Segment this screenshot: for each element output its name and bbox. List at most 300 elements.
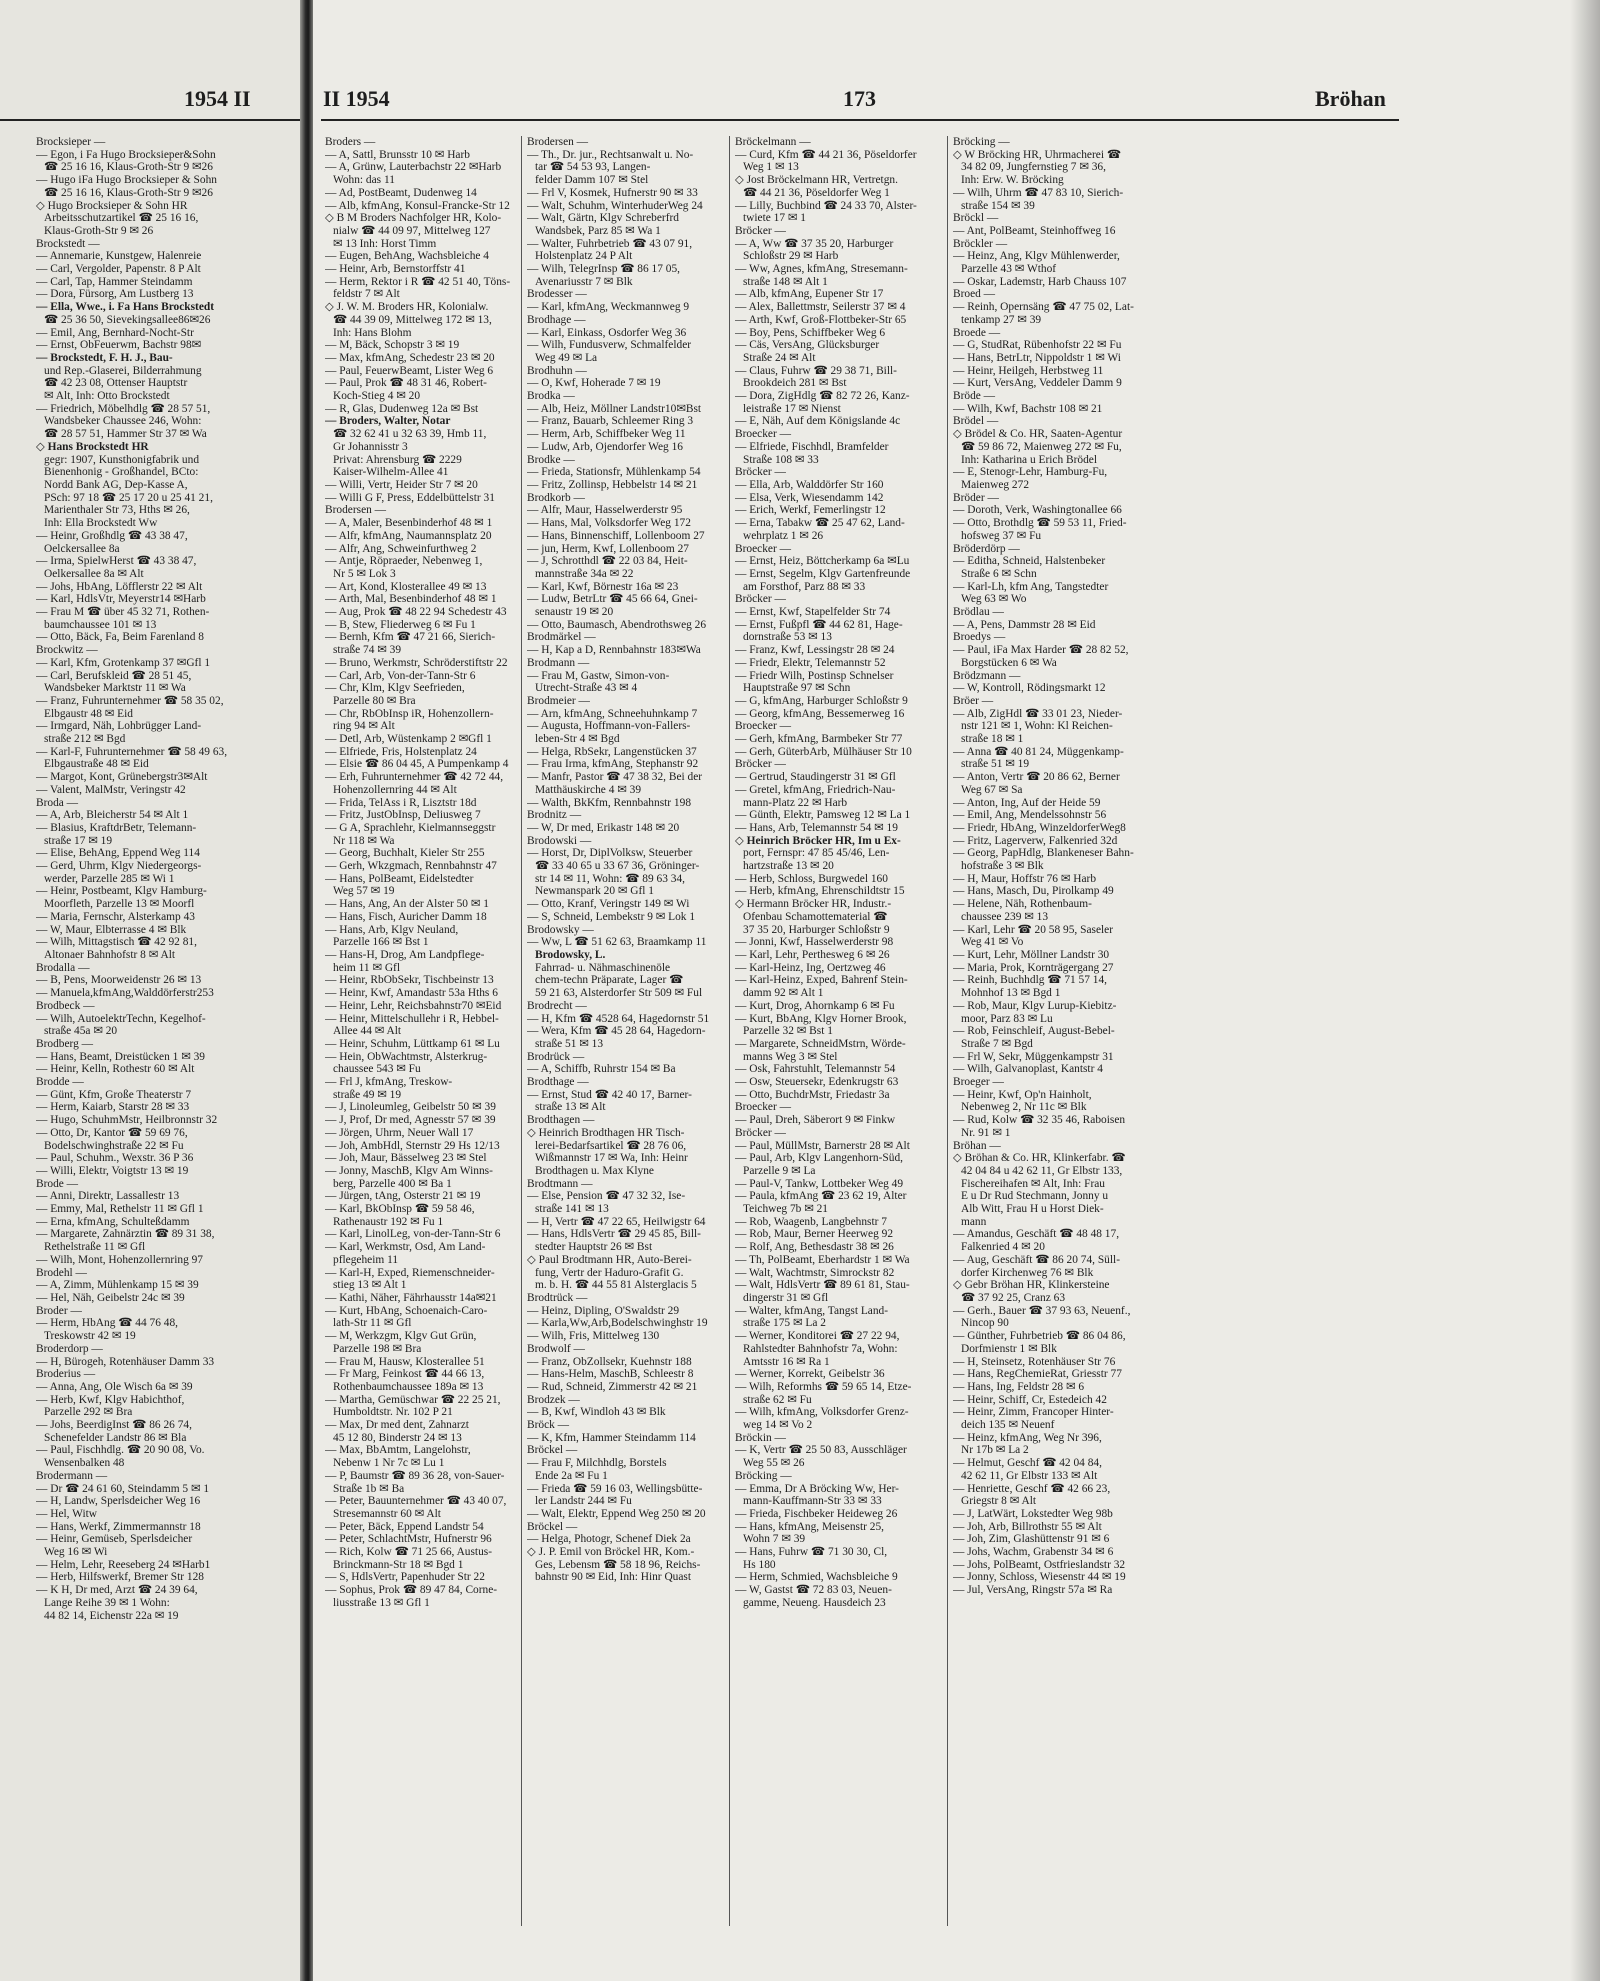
directory-entry: — Anna, Ang, Ole Wisch 6a ✉ 39	[36, 1380, 193, 1393]
directory-entry: Nincop 90	[961, 1317, 1009, 1330]
directory-entry: — Walth, BkKfm, Rennbahnstr 198	[527, 796, 692, 809]
directory-entry: — Emma, Dr A Bröcking Ww, Her-	[735, 1482, 899, 1495]
directory-entry: — Erna, Tabakw ☎ 25 47 62, Land-	[735, 517, 905, 530]
directory-entry: — Augusta, Hoffmann-von-Fallers-	[527, 720, 691, 733]
directory-entry: — Elise, BehAng, Eppend Weg 114	[36, 847, 200, 860]
directory-entry: Stresemannstr 60 ✉ Alt	[333, 1507, 441, 1520]
directory-entry: ◇ J. P. Emil von Bröckel HR, Kom.-	[527, 1546, 695, 1559]
directory-entry: — Wilh, kfmAng, Volksdorfer Grenz-	[735, 1406, 909, 1419]
directory-entry: Griegstr 8 ✉ Alt	[961, 1495, 1037, 1508]
directory-entry: — Heinz, kfmAng, Weg Nr 396,	[953, 1431, 1102, 1444]
directory-entry: — A, Pens, Dammstr 28 ✉ Eid	[953, 618, 1096, 631]
directory-entry: Gr Johannisstr 3	[333, 440, 408, 453]
directory-entry: — Henriette, Geschf ☎ 42 66 23,	[953, 1482, 1111, 1495]
directory-entry: — Else, Pension ☎ 47 32 32, Ise-	[527, 1190, 686, 1203]
directory-entry: — Detl, Arb, Wüstenkamp 2 ✉Gfl 1	[325, 733, 492, 746]
directory-entry: Wißmannstr 17 ✉ Wa, Inh: Heinr	[535, 1152, 688, 1165]
directory-entry: — Kathi, Näher, Fährhausstr 14a✉21	[325, 1291, 497, 1304]
directory-entry: — Erh, Fuhrunternehmer ☎ 42 72 44,	[325, 771, 504, 784]
directory-entry: — Boy, Pens, Schiffbeker Weg 6	[735, 326, 886, 339]
directory-entry: — Th, PolBeamt, Eberhardstr 1 ✉ Wa	[735, 1253, 910, 1266]
surname-heading: Bröck —	[527, 1419, 570, 1432]
surname-heading: Brodesser —	[527, 288, 587, 301]
surname-heading: Bröcker —	[735, 758, 786, 771]
directory-entry: — Heinr, Lehr, Reichsbahnstr70 ✉Eid	[325, 999, 502, 1012]
directory-entry: — H, Kap a D, Rennbahnstr 183✉Wa	[527, 644, 701, 657]
directory-entry: — Karl, kfmAng, Weckmannweg 9	[527, 301, 690, 314]
directory-entry: — Otto, Kranf, Veringstr 149 ✉ Wi	[527, 898, 690, 911]
directory-entry: — M, Bäck, Schopstr 3 ✉ 19	[325, 339, 460, 352]
right-header-rule	[321, 119, 1399, 121]
surname-heading: Broecker —	[735, 720, 791, 733]
directory-entry: — Ant, PolBeamt, Steinhoffweg 16	[953, 224, 1116, 237]
directory-entry: ☎ 25 16 16, Klaus-Groth-Str 9 ✉26	[44, 186, 213, 199]
directory-entry: — Hans, Arb, Telemannstr 54 ✉ 19	[735, 821, 898, 834]
directory-entry: Inh: Erw. W. Bröcking	[961, 174, 1064, 187]
directory-entry: — Herm, Rektor i R ☎ 42 51 40, Töns-	[325, 275, 511, 288]
directory-entry: Privat: Ahrensburg ☎ 2229	[333, 453, 462, 466]
directory-entry: — Heinr, Postbeamt, Klgv Hamburg-	[36, 885, 207, 898]
directory-entry: — Dora, Fürsorg, Am Lustberg 13	[36, 288, 194, 301]
directory-entry: — Willi G F, Press, Eddelbüttelstr 31	[325, 491, 495, 504]
directory-entry: werder, Parzelle 285 ✉ Wi 1	[44, 872, 175, 885]
directory-entry: Elbgaustraße 48 ✉ Eid	[44, 758, 149, 771]
directory-entry: — Annemarie, Kunstgew, Halenreie	[36, 250, 202, 263]
surname-heading: Broeger —	[953, 1076, 1004, 1089]
directory-entry: — Karl-Heinz, Ing, Oertzweg 46	[735, 961, 886, 974]
directory-entry: — Martha, Gemüschwar ☎ 22 25 21,	[325, 1393, 501, 1406]
directory-entry: straße 175 ✉ La 2	[743, 1317, 826, 1330]
directory-entry: — Otto, Baumasch, Abendrothsweg 26	[527, 618, 707, 631]
directory-entry: — Anna ☎ 40 81 24, Müggenkamp-	[953, 745, 1124, 758]
directory-entry: — Günt, Kfm, Große Theaterstr 7	[36, 1088, 192, 1101]
directory-entry: — Arth, Mal, Besenbinderhof 48 ✉ 1	[325, 593, 497, 606]
directory-entry: nstr 121 ✉ 1, Wohn: Kl Reichen-	[961, 720, 1113, 733]
directory-entry: straße 17 ✉ 19	[44, 834, 113, 847]
directory-entry: — Heinr, Schuhm, Lüttkamp 61 ✉ Lu	[325, 1037, 500, 1050]
column-divider	[521, 136, 522, 1926]
directory-entry: Schenefelder Landstr 86 ✉ Bla	[44, 1431, 187, 1444]
directory-entry: Kaiser-Wilhelm-Allee 41	[333, 466, 449, 479]
directory-entry: ◇ Jost Bröckelmann HR, Vertretgn.	[735, 174, 898, 187]
directory-entry: — E, Näh, Auf dem Königslande 4c	[735, 415, 901, 428]
surname-heading: Bröckl —	[953, 212, 999, 225]
directory-entry: ☎ 37 92 25, Cranz 63	[961, 1291, 1066, 1304]
directory-entry: Allee 44 ✉ Alt	[333, 1025, 402, 1038]
directory-entry: Matthäuskirche 4 ✉ 39	[535, 783, 642, 796]
directory-entry: — Hans, Masch, Du, Pirolkamp 49	[953, 885, 1114, 898]
directory-entry: Mohnhof 13 ✉ Bgd 1	[961, 987, 1061, 1000]
column-divider	[947, 136, 948, 1926]
directory-entry: — H, Steinsetz, Rotenhäuser Str 76	[953, 1355, 1116, 1368]
directory-entry: — Friedr, Elektr, Telemannstr 52	[735, 656, 886, 669]
directory-entry: — Kurt, Lehr, Möllner Landstr 30	[953, 949, 1110, 961]
directory-entry: — Aug, Geschäft ☎ 86 20 74, Süll-	[953, 1253, 1120, 1266]
directory-entry: — Bruno, Werkmstr, Schröderstiftstr 22	[325, 656, 508, 669]
directory-entry: — Günth, Elektr, Pamsweg 12 ✉ La 1	[735, 809, 911, 822]
surname-heading: Brodbeck —	[36, 999, 95, 1012]
directory-entry: hofstraße 3 ✉ Blk	[961, 860, 1044, 873]
directory-entry: Bienenhonig - Großhandel, BCto:	[44, 466, 199, 479]
directory-entry: Parzelle 9 ✉ La	[743, 1164, 816, 1177]
directory-entry: — Joh, AmbHdl, Sternstr 29 Hs 12/13	[325, 1139, 500, 1152]
directory-entry: — Ad, PostBeamt, Dudenweg 14	[325, 186, 477, 199]
directory-entry: — E, Stenogr-Lehr, Hamburg-Fu,	[953, 466, 1108, 479]
surname-heading: Brodthagen —	[527, 1114, 595, 1127]
directory-entry: — Wilh, Galvanoplast, Kantstr 4	[953, 1063, 1103, 1076]
directory-entry: — Herm, Kaiarb, Starstr 28 ✉ 33	[36, 1101, 190, 1114]
directory-entry: — Paul, Prok ☎ 48 31 46, Robert-	[325, 377, 487, 390]
directory-entry: — Paul, Arb, Klgv Langenhorn-Süd,	[735, 1152, 903, 1165]
directory-entry: Hs 180	[743, 1558, 776, 1571]
directory-entry: — Chr, Klm, Klgv Seefrieden,	[325, 682, 465, 695]
directory-entry: Alb Witt, Frau H u Horst Diek-	[961, 1203, 1104, 1216]
directory-entry: — G A, Sprachlehr, Kielmannseggstr	[325, 821, 496, 834]
surname-heading: Bröcker —	[735, 224, 786, 237]
directory-entry: hofsweg 37 ✉ Fu	[961, 529, 1042, 542]
directory-entry: — K, Kfm, Hammer Steindamm 114	[527, 1431, 696, 1444]
directory-entry: chaussee 543 ✉ Fu	[333, 1063, 421, 1076]
directory-entry: — Gerh, GüterbArb, Mülhäuser Str 10	[735, 745, 912, 758]
directory-column-3	[735, 136, 941, 1610]
directory-entry: 44 82 14, Eichenstr 22a ✉ 19	[44, 1609, 179, 1622]
directory-entry: — A, Ww ☎ 37 35 20, Harburger	[735, 237, 894, 250]
directory-entry: twiete 17 ✉ 1	[743, 212, 807, 225]
directory-entry: — Joh, Maur, Bässelweg 23 ✉ Stel	[325, 1152, 487, 1165]
surname-heading: Brodwolf —	[527, 1342, 585, 1355]
directory-entry: — Jul, VersAng, Ringstr 57a ✉ Ra	[953, 1584, 1113, 1597]
directory-entry: — Carl, Tap, Hammer Steindamm	[36, 275, 193, 288]
directory-entry: Humboldtstr. Nr. 102 P 21	[333, 1406, 453, 1419]
directory-entry: port, Fernspr: 47 85 45/46, Len-	[743, 847, 890, 860]
directory-entry: — Otto, Bäck, Fa, Beim Farenland 8	[36, 631, 204, 644]
directory-entry: — Frau Irma, kfmAng, Stephanstr 92	[527, 758, 699, 771]
directory-entry: — K H, Dr med, Arzt ☎ 24 39 64,	[36, 1584, 198, 1597]
surname-heading: Brodtmann —	[527, 1177, 593, 1190]
directory-entry: — Ernst, Kwf, Stapelfelder Str 74	[735, 606, 891, 619]
directory-entry: dingerstr 31 ✉ Gfl	[743, 1291, 829, 1304]
surname-heading: Bröckelmann —	[735, 136, 811, 148]
surname-heading: Broders —	[325, 136, 376, 148]
directory-entry: — Rich, Kolw ☎ 71 25 66, Austus-	[325, 1546, 493, 1559]
directory-entry: — Alb, ZigHdl ☎ 33 01 23, Nieder-	[953, 707, 1123, 720]
directory-entry: — Georg, kfmAng, Bessemerweg 16	[735, 707, 905, 720]
directory-entry: Klaus-Groth-Str 9 ✉ 26	[44, 224, 154, 237]
directory-entry: — Emil, Ang, Bernhard-Nocht-Str	[36, 326, 194, 339]
running-head: Bröhan	[1315, 86, 1386, 111]
directory-entry: — Arn, kfmAng, Schneehuhnkamp 7	[527, 707, 698, 720]
surname-heading: Broedys —	[953, 631, 1006, 644]
directory-entry: Rethelstraße 11 ✉ Gfl	[44, 1241, 146, 1254]
surname-heading: Brodmann —	[527, 656, 590, 669]
directory-entry: ◇ Hugo Brocksieper & Sohn HR	[36, 199, 188, 212]
directory-entry: Parzelle 32 ✉ Bst 1	[743, 1025, 833, 1038]
directory-entry: Lange Reihe 39 ✉ 1 Wohn:	[44, 1596, 170, 1609]
directory-entry: ☎ 44 21 36, Pöseldorfer Weg 1	[743, 186, 890, 199]
surname-heading: Brode —	[36, 1177, 79, 1190]
directory-entry: Rahlstedter Bahnhofstr 7a, Wohn:	[743, 1342, 898, 1355]
directory-entry: — Ella, Arb, Walddörfer Str 160	[735, 478, 884, 491]
directory-entry: — A, Sattl, Brunsstr 10 ✉ Harb	[325, 148, 470, 161]
surname-heading: Broecker —	[735, 428, 791, 441]
directory-entry: — A, Grünw, Lauterbachstr 22 ✉Harb	[325, 161, 502, 174]
directory-column-4	[953, 136, 1167, 1597]
directory-entry: Parzelle 166 ✉ Bst 1	[333, 936, 429, 949]
directory-entry: ◇ Hans Brockstedt HR	[36, 440, 149, 453]
surname-heading: Brodhuhn —	[527, 364, 587, 377]
directory-entry: leben-Str 4 ✉ Bgd	[535, 733, 620, 746]
directory-entry: Parzelle 292 ✉ Bra	[44, 1406, 133, 1419]
surname-heading: Broderdorp —	[36, 1342, 103, 1355]
directory-entry: — O, Kwf, Hoheradе 7 ✉ 19	[527, 377, 661, 390]
directory-entry: — Ww, Agnes, kfmAng, Stresemann-	[735, 263, 908, 276]
directory-entry: — Margarete, SchneidMstrn, Wörde-	[735, 1037, 906, 1050]
directory-entry: Nebenweg 2, Nr 11c ✉ Blk	[961, 1101, 1087, 1114]
directory-entry: stieg 13 ✉ Alt 1	[333, 1279, 407, 1292]
directory-entry: straße 49 ✉ 19	[333, 1088, 402, 1101]
directory-entry: — jun, Herm, Kwf, Lollenboom 27	[527, 542, 689, 555]
directory-entry: ◇ Heinrich Brodthagen HR Tisch-	[527, 1126, 685, 1139]
directory-entry: Rothenbaumchaussee 189a ✉ 13	[333, 1380, 484, 1393]
directory-entry: — Alfr, Maur, Hasselwerderstr 95	[527, 504, 683, 517]
directory-entry: dorfer Kirchenweg 76 ✉ Blk	[961, 1266, 1094, 1279]
directory-entry: Oelckersallee 8a	[44, 542, 120, 555]
directory-entry: straße 45a ✉ 20	[44, 1025, 118, 1038]
directory-entry: straße 18 ✉ 1	[961, 733, 1024, 746]
directory-entry: Parzelle 80 ✉ Bra	[333, 694, 416, 707]
directory-entry: — Gerh, kfmAng, Barmbeker Str 77	[735, 733, 903, 746]
directory-entry: Ende 2a ✉ Fu 1	[535, 1469, 608, 1482]
directory-entry: — Heinr, Mittelschullehr i R, Hebbel-	[325, 1012, 499, 1025]
directory-entry: Parzelle 198 ✉ Bra	[333, 1342, 422, 1355]
directory-entry: Straße 108 ✉ 33	[743, 453, 819, 466]
directory-entry: Dorfmienstr 1 ✉ Blk	[961, 1342, 1057, 1355]
directory-entry: — J, Prof, Dr med, Agnesstr 57 ✉ 39	[325, 1114, 496, 1127]
directory-entry: — Peter, Bäck, Eppend Landstr 54	[325, 1520, 484, 1533]
directory-entry: — Alb, kfmAng, Konsul-Francke-Str 12	[325, 199, 510, 212]
directory-entry: Utrecht-Straße 43 ✉ 4	[535, 682, 638, 695]
surname-heading: Bröcker —	[735, 466, 786, 479]
directory-entry: — Paul, Schuhm., Wexstr. 36 P 36	[36, 1152, 194, 1165]
directory-entry: — Reinh, Buchhdlg ☎ 71 57 14,	[953, 974, 1108, 987]
directory-entry: — Hans-Helm, MaschB, Schleestr 8	[527, 1368, 694, 1381]
directory-entry: — Wilh, Fundusverw, Schmalfelder	[527, 339, 692, 352]
directory-entry: PSch: 97 18 ☎ 25 17 20 u 25 41 21,	[44, 491, 213, 504]
directory-entry: und Rep.-Glaserei, Bilderrahmung	[44, 364, 202, 377]
directory-entry: — Amandus, Geschäft ☎ 48 48 17,	[953, 1228, 1120, 1241]
directory-entry: ◇ W Bröcking HR, Uhrmacherei ☎	[953, 148, 1122, 161]
directory-entry: — Wilh, Fris, Mittelweg 130	[527, 1330, 660, 1343]
directory-entry: — Editha, Schneid, Halstenbeker	[953, 555, 1106, 568]
directory-entry: — Otto, Dr, Kantor ☎ 59 69 76,	[36, 1126, 188, 1139]
directory-entry: — Alb, Heiz, Möllner Landstr10✉Bst	[527, 402, 702, 415]
directory-entry: — Osw, Steuersekr, Edenkrugstr 63	[735, 1076, 899, 1089]
directory-entry: ◇ Gebr Bröhan HR, Klinkersteine	[953, 1279, 1110, 1292]
directory-entry: — Frl J, kfmAng, Treskow-	[325, 1076, 453, 1089]
directory-entry: — Karla,Ww,Arb,Bodelschwinghstr 19	[527, 1317, 708, 1330]
directory-entry: — Elsa, Verk, Wiesendamm 142	[735, 491, 884, 504]
directory-entry: — Frau F, Milchhdlg, Borstels	[527, 1457, 667, 1470]
directory-entry: — Johs, PolBeamt, Ostfrieslandstr 32	[953, 1558, 1126, 1571]
directory-entry: — H, Landw, Sperlsdeicher Weg 16	[36, 1495, 201, 1508]
surname-heading: Brodmeier —	[527, 694, 590, 707]
surname-heading: Brodnitz —	[527, 809, 582, 822]
directory-entry: ☎ 42 23 08, Ottenser Hauptstr	[44, 377, 188, 390]
directory-entry: — Peter, Bauunternehmer ☎ 43 40 07,	[325, 1495, 507, 1508]
directory-entry: Teichweg 7b ✉ 21	[743, 1203, 828, 1216]
directory-entry: — Brockstedt, F. H. J., Bau-	[36, 351, 173, 364]
directory-column-1	[325, 136, 517, 1610]
directory-entry: — Hans, kfmAng, Meisenstr 25,	[735, 1520, 885, 1533]
directory-entry: — Hel, Witw	[36, 1507, 98, 1520]
directory-entry: — Helga, RbSekr, Langenstücken 37	[527, 745, 697, 758]
directory-entry: Wensenbalken 48	[44, 1457, 125, 1470]
directory-entry: — H, Vertr ☎ 47 22 65, Heilwigstr 64	[527, 1215, 706, 1228]
directory-entry: E u Dr Rud Stechmann, Jonny u	[961, 1190, 1109, 1203]
directory-entry: — Karl, Kwf, Börnestr 16a ✉ 23	[527, 580, 679, 593]
surname-heading: Bröder —	[953, 491, 999, 504]
surname-heading: Brodehl —	[36, 1266, 87, 1279]
directory-entry: — Paul, iFa Max Harder ☎ 28 82 52,	[953, 644, 1129, 657]
directory-entry: — Hans, Mal, Volksdorfer Weg 172	[527, 517, 691, 530]
directory-entry: Hauptstraße 97 ✉ Schn	[743, 682, 851, 695]
right-page	[313, 0, 1600, 1981]
directory-entry: — Jonny, MaschB, Klgv Am Winns-	[325, 1164, 493, 1177]
directory-entry: Bodelschwinghstraße 22 ✉ Fu	[44, 1139, 184, 1152]
directory-entry: — Herb, kfmAng, Ehrenschildtstr 15	[735, 885, 905, 898]
directory-entry: — Karl, BkObInsp ☎ 59 58 46,	[325, 1203, 475, 1216]
directory-entry: Weg 16 ✉ Wi	[44, 1546, 108, 1559]
directory-entry: Fischereihafen ✉ Alt, Inh: Frau	[961, 1177, 1105, 1190]
directory-entry: — Emmy, Mal, Rethelstr 11 ✉ Gfl 1	[36, 1203, 204, 1216]
directory-entry: 45 12 80, Binderstr 24 ✉ 13	[333, 1431, 462, 1444]
directory-entry: — Jürgen, tAng, Osterstr 21 ✉ 19	[325, 1190, 481, 1203]
directory-entry: — Wilh, TelegrInsp ☎ 86 17 05,	[527, 263, 680, 276]
directory-entry: — W, Kontroll, Rödingsmarkt 12	[953, 682, 1106, 695]
directory-entry: ✉ 13 Inh: Horst Timm	[333, 237, 437, 250]
directory-entry: — A, Arb, Bleicherstr 54 ✉ Alt 1	[36, 809, 189, 822]
directory-entry: Arbeitsschutzartikel ☎ 25 16 16,	[44, 212, 199, 225]
surname-heading: Bröckin —	[735, 1431, 786, 1444]
directory-entry: — Dora, ZigHdlg ☎ 82 72 26, Kanz-	[735, 390, 910, 403]
directory-entry: ◇ J. W. M. Broders HR, Kolonialw.	[325, 301, 489, 314]
directory-entry: — S, HdlsVertr, Papenhuder Str 22	[325, 1571, 485, 1584]
directory-entry: 42 62 11, Gr Elbstr 133 ✉ Alt	[961, 1469, 1098, 1482]
directory-entry: — Walter, Fuhrbetrieb ☎ 43 07 91,	[527, 237, 693, 250]
directory-entry: damm 92 ✉ Alt 1	[743, 987, 824, 1000]
directory-entry: Straße 6 ✉ Schn	[961, 567, 1037, 580]
directory-column-2	[527, 136, 723, 1584]
directory-entry: Maienweg 272	[961, 478, 1030, 491]
surname-heading: Brockstedt —	[36, 237, 100, 250]
directory-entry: — Gerh, Wkzgmach, Rennbahnstr 47	[325, 860, 497, 873]
directory-entry: — Joh, Arb, Billrothstr 55 ✉ Alt	[953, 1520, 1102, 1533]
surname-heading: Bröcking —	[735, 1469, 792, 1482]
directory-entry: ◇ Paul Brodtmann HR, Auto-Berei-	[527, 1253, 692, 1266]
surname-heading: Brodhage —	[527, 313, 586, 326]
directory-entry: — Karl, Einkass, Osdorfer Weg 36	[527, 326, 687, 339]
surname-heading: Brodalla —	[36, 961, 90, 974]
directory-entry: Oelkersallee 8a ✉ Alt	[44, 567, 144, 580]
directory-entry: — Carl, Berufskleid ☎ 28 51 45,	[36, 669, 192, 682]
directory-entry: — J, LatWärt, Lokstedter Weg 98b	[953, 1507, 1113, 1520]
surname-heading: Broderius —	[36, 1368, 96, 1381]
directory-entry: — Friedrich, Möbelhdlg ☎ 28 57 51,	[36, 402, 211, 415]
directory-entry: — Egon, i Fa Hugo Brocksieper&Sohn	[36, 148, 216, 161]
directory-entry: — S, Schneid, Lembekstr 9 ✉ Lok 1	[527, 910, 696, 923]
directory-entry: — Frau M, Hausw, Klosterallee 51	[325, 1355, 485, 1368]
directory-entry: — Art, Kond, Klosterallee 49 ✉ 13	[325, 580, 487, 593]
directory-entry: — Heinz, Dipling, O'Swaldstr 29	[527, 1304, 680, 1317]
directory-entry: — Georg, PapHdlg, Blankeneser Bahn-	[953, 847, 1134, 860]
directory-entry: Ges, Lebensm ☎ 58 18 96, Reichs-	[535, 1558, 701, 1571]
directory-entry: — Max, BbAmtm, Langelohstr,	[325, 1444, 471, 1457]
directory-entry: — Karl-Heinz, Exped, Bahrenf Stein-	[735, 974, 908, 987]
surname-heading: Broed —	[953, 288, 996, 301]
directory-entry: — Oskar, Lademstr, Harb Chauss 107	[953, 275, 1127, 288]
directory-entry: straße 212 ✉ Bgd	[44, 733, 126, 746]
directory-entry: — Herm, Arb, Schiffbeker Weg 11	[527, 428, 686, 441]
directory-entry: — Anton, Ing, Auf der Heide 59	[953, 796, 1101, 809]
surname-heading: Brodberg —	[36, 1037, 94, 1050]
directory-entry: — Alfr, kfmAng, Naumannsplatz 20	[325, 529, 492, 542]
directory-entry: — Gretel, kfmAng, Friedrich-Nau-	[735, 783, 896, 796]
directory-entry: — Curd, Kfm ☎ 44 21 36, Pöseldorfer	[735, 148, 917, 161]
directory-entry: — Herb, Kwf, Klgv Habichthof,	[36, 1393, 185, 1406]
directory-entry: — Karl, Lehr ☎ 20 58 95, Saseler	[953, 923, 1114, 936]
directory-entry: — Georg, Buchhalt, Kieler Str 255	[325, 847, 485, 860]
directory-entry: — Manfr, Pastor ☎ 47 38 32, Bei der	[527, 771, 703, 784]
directory-entry: — Rob, Feinschleif, August-Bebel-	[953, 1025, 1115, 1038]
directory-entry: lath-Str 11 ✉ Gfl	[333, 1317, 412, 1330]
directory-entry: — Irmgard, Näh, Lohbrügger Land-	[36, 720, 202, 733]
directory-entry: Nr 5 ✉ Lok 3	[333, 567, 396, 580]
directory-entry: ☎ 59 86 72, Maienweg 272 ✉ Fu,	[961, 440, 1122, 453]
directory-entry: lerei-Bedarfsartikel ☎ 28 76 06,	[535, 1139, 687, 1152]
directory-entry: — Herm, Schmied, Wachsbleiche 9	[735, 1571, 898, 1584]
directory-entry: — Wilh, Kwf, Bachstr 108 ✉ 21	[953, 402, 1103, 415]
directory-entry: Straße 1b ✉ Ba	[333, 1482, 405, 1495]
directory-entry: — R, Glas, Dudenweg 12a ✉ Bst	[325, 402, 479, 415]
directory-entry: — Hans, Ing, Feldstr 28 ✉ 6	[953, 1380, 1085, 1393]
directory-entry: — Karl, Werkmstr, Osd, Am Land-	[325, 1241, 486, 1254]
directory-entry: Weg 63 ✉ Wo	[961, 593, 1027, 606]
directory-entry: straße 148 ✉ Alt 1	[743, 275, 828, 288]
directory-entry: — W, Dr med, Erikastr 148 ✉ 20	[527, 821, 680, 834]
surname-heading: Bröcking —	[953, 136, 1010, 148]
directory-entry: — Emil, Ang, Mendelssohnstr 56	[953, 809, 1107, 822]
directory-entry: ◇ Brödel & Co. HR, Saaten-Agentur	[953, 428, 1123, 441]
surname-heading: Broecker —	[735, 542, 791, 555]
surname-heading: Broder —	[36, 1304, 82, 1317]
directory-entry: — Elsie ☎ 86 04 45, A Pumpenkamp 4	[325, 758, 509, 771]
directory-entry: — Ernst, Heiz, Böttcherkamp 6a ✉Lu	[735, 555, 910, 568]
directory-entry: — Heinz, Ang, Klgv Mühlenwerder,	[953, 250, 1120, 263]
directory-entry: — Hans, Arb, Klgv Neuland,	[325, 923, 459, 936]
directory-entry: Straße 7 ✉ Bgd	[961, 1037, 1033, 1050]
directory-entry: — Frida, TelAss i R, Lisztstr 18d	[325, 796, 477, 809]
directory-entry: — Arth, Kwf, Groß-Flottbeker-Str 65	[735, 313, 907, 326]
surname-heading: Brodersen —	[325, 504, 387, 517]
directory-entry: — Ella, Wwe., i. Fa Hans Brockstedt	[36, 301, 215, 314]
directory-entry: Altonaer Bahnhofstr 8 ✉ Alt	[44, 949, 176, 961]
directory-entry: — Maria, Fernschr, Alsterkamp 43	[36, 910, 195, 923]
directory-entry: ring 94 ✉ Alt	[333, 720, 395, 733]
directory-entry: — Eugen, BehAng, Wachsbleiche 4	[325, 250, 489, 263]
directory-entry: straße 51 ✉ 13	[535, 1037, 604, 1050]
directory-entry: — H, Maur, Hoffstr 76 ✉ Harb	[953, 872, 1097, 885]
directory-entry: Brodthagen u. Max Klyne	[535, 1164, 654, 1177]
